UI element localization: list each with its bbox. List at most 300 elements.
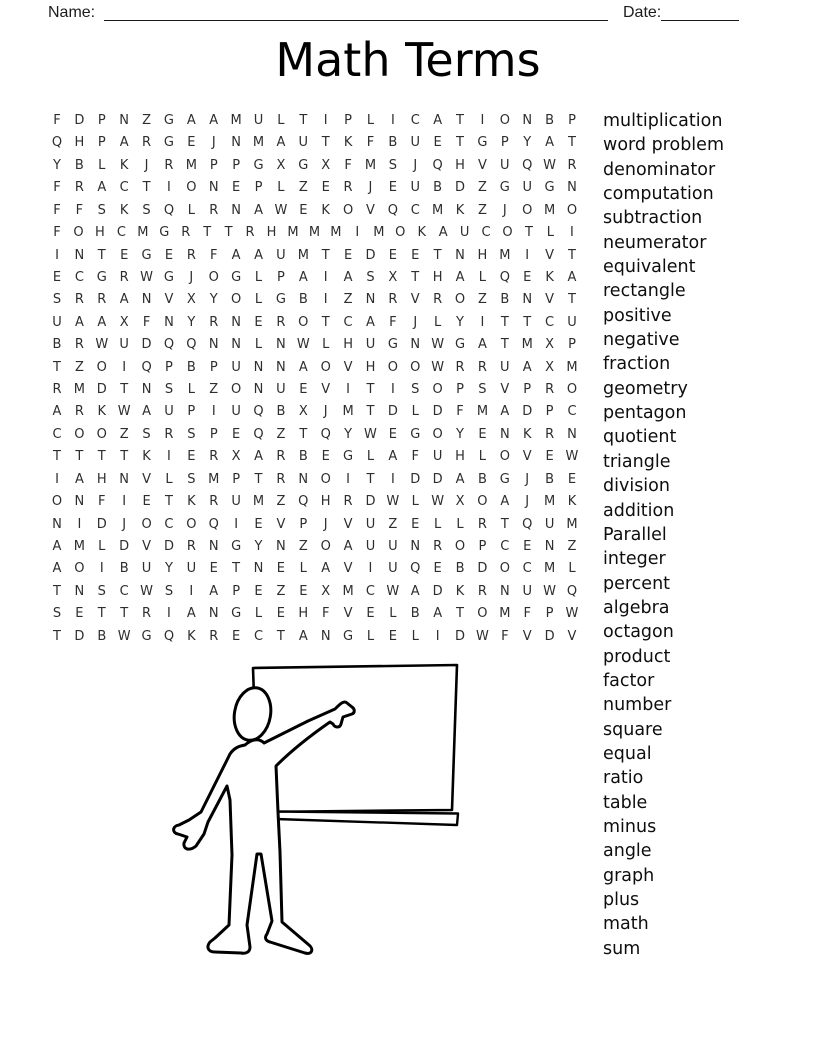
grid-letter: V	[343, 606, 353, 622]
grid-letter: T	[568, 135, 576, 151]
grid-letter: R	[181, 225, 191, 241]
grid-letter: R	[477, 516, 487, 532]
grid-letter: Q	[432, 157, 443, 173]
grid-letter: B	[298, 292, 308, 308]
grid-letter: R	[209, 449, 219, 465]
grid-letter: T	[500, 516, 509, 532]
grid-letter: F	[142, 314, 151, 330]
grid-letter: A	[343, 539, 353, 555]
grid-letter: C	[116, 225, 126, 241]
grid-letter: B	[97, 628, 107, 644]
grid-letter: N	[52, 516, 62, 532]
grid-letter: P	[97, 113, 106, 128]
grid-letter: I	[167, 449, 171, 465]
grid-letter: P	[545, 404, 554, 420]
grid-letter: O	[96, 426, 107, 442]
grid-letter: Z	[343, 292, 353, 308]
grid-letter: E	[411, 516, 420, 532]
grid-letter: E	[276, 561, 286, 577]
grid-letter: O	[499, 449, 510, 465]
grid-letter: G	[141, 628, 152, 644]
word-search-grid	[50, 110, 579, 648]
grid-letter: W	[543, 157, 557, 173]
grid-letter: W	[565, 449, 579, 465]
grid-letter: T	[500, 314, 509, 330]
grid-letter: M	[364, 157, 377, 173]
grid-letter: O	[566, 202, 578, 218]
grid-letter: E	[366, 606, 375, 622]
grid-letter: A	[321, 561, 331, 577]
grid-letter: T	[321, 314, 330, 330]
grid-letter: E	[276, 606, 286, 622]
word-list-item: negative	[603, 330, 680, 351]
word-list-item: graph	[603, 865, 655, 886]
grid-letter: A	[186, 113, 196, 128]
grid-letter: Q	[499, 269, 510, 285]
grid-letter: D	[74, 113, 85, 128]
grid-letter: C	[522, 561, 532, 577]
grid-letter: A	[343, 269, 353, 285]
grid-letter: D	[141, 337, 152, 353]
grid-letter: D	[432, 404, 443, 420]
grid-letter: A	[500, 494, 510, 510]
word-list-item: factor	[603, 670, 655, 691]
grid-letter: X	[321, 583, 331, 599]
grid-letter: O	[74, 426, 85, 442]
grid-letter: X	[545, 337, 555, 353]
grid-letter: A	[477, 337, 487, 353]
teacher-blackboard-svg	[160, 650, 470, 960]
grid-letter: A	[366, 314, 375, 330]
grid-letter: F	[53, 180, 61, 196]
grid-letter: B	[455, 561, 465, 577]
word-list-item: math	[603, 914, 649, 935]
grid-letter: U	[276, 382, 286, 398]
grid-letter: I	[480, 314, 485, 330]
grid-letter: T	[321, 135, 330, 151]
grid-letter: N	[522, 113, 533, 128]
grid-letter: X	[321, 157, 331, 173]
grid-letter: G	[231, 606, 242, 622]
grid-letter: I	[189, 583, 194, 599]
grid-letter: D	[365, 247, 376, 263]
grid-letter: R	[74, 404, 84, 420]
grid-letter: M	[230, 113, 242, 128]
grid-letter: H	[95, 225, 105, 241]
grid-letter: T	[523, 314, 532, 330]
word-list-item: multiplication	[603, 111, 723, 131]
grid-letter: O	[320, 539, 331, 555]
grid-letter: F	[98, 494, 106, 510]
grid-letter: T	[276, 628, 285, 644]
grid-letter: G	[231, 269, 242, 285]
grid-letter: B	[388, 135, 398, 151]
grid-row	[50, 200, 579, 222]
grid-letter: A	[52, 404, 62, 420]
grid-letter: Z	[276, 494, 286, 510]
grid-letter: A	[567, 269, 577, 285]
grid-letter: R	[209, 494, 219, 510]
grid-letter: I	[480, 113, 485, 128]
grid-letter: T	[53, 583, 61, 599]
grid-letter: M	[521, 337, 533, 353]
grid-letter: P	[254, 180, 263, 196]
grid-letter: O	[499, 113, 510, 128]
grid-letter: A	[455, 471, 465, 487]
grid-letter: L	[411, 628, 419, 644]
grid-letter: Y	[53, 157, 61, 173]
grid-letter: M	[73, 382, 85, 398]
grid-letter: O	[96, 359, 107, 375]
date-blank-line	[661, 4, 739, 21]
word-list-item: computation	[603, 184, 714, 205]
grid-letter: Q	[253, 404, 264, 420]
grid-letter: U	[365, 337, 376, 353]
grid-letter: V	[545, 292, 555, 308]
grid-letter: I	[167, 180, 171, 196]
grid-letter: L	[165, 471, 173, 487]
grid-letter: A	[410, 583, 420, 599]
grid-letter: J	[413, 157, 418, 173]
grid-letter: G	[477, 135, 488, 151]
grid-letter: W	[140, 583, 153, 599]
grid-letter: H	[74, 135, 85, 151]
grid-letter: O	[298, 314, 309, 330]
grid-letter: Q	[522, 157, 533, 173]
grid-letter: R	[433, 292, 443, 308]
grid-letter: P	[232, 471, 241, 487]
grid-letter: C	[119, 583, 129, 599]
grid-letter: N	[231, 314, 241, 330]
grid-letter: U	[388, 561, 398, 577]
grid-letter: B	[433, 180, 443, 196]
grid-letter: J	[368, 180, 373, 196]
grid-letter: N	[410, 337, 421, 353]
grid-letter: V	[343, 516, 353, 532]
grid-letter: K	[187, 494, 196, 510]
grid-letter: R	[164, 426, 174, 442]
grid-letter: L	[366, 449, 375, 465]
grid-letter: Y	[523, 135, 532, 151]
grid-letter: Q	[208, 516, 219, 532]
grid-letter: S	[164, 382, 174, 398]
grid-letter: A	[455, 269, 465, 285]
grid-letter: T	[411, 269, 420, 285]
grid-letter: C	[52, 426, 62, 442]
grid-letter: S	[52, 292, 62, 308]
grid-letter: F	[389, 314, 397, 330]
grid-letter: E	[75, 606, 84, 622]
grid-letter: F	[344, 157, 352, 173]
word-list	[603, 109, 724, 961]
grid-letter: V	[567, 628, 577, 644]
grid-letter: L	[322, 337, 330, 353]
grid-letter: P	[568, 337, 576, 353]
grid-letter: L	[254, 606, 263, 622]
name-label: Name:	[48, 4, 96, 21]
grid-letter: E	[523, 269, 532, 285]
grid-letter: G	[387, 337, 398, 353]
grid-letter: O	[51, 494, 63, 510]
name-blank-line	[104, 4, 608, 21]
grid-letter: H	[343, 337, 353, 353]
grid-letter: G	[253, 157, 264, 173]
grid-letter: T	[120, 606, 129, 622]
grid-letter: L	[366, 628, 375, 644]
word-list-item: equivalent	[603, 257, 696, 278]
grid-letter: D	[455, 180, 466, 196]
grid-letter: N	[544, 539, 555, 555]
grid-letter: S	[97, 202, 106, 218]
grid-letter: T	[232, 561, 241, 577]
grid-letter: N	[253, 382, 264, 398]
grid-letter: S	[142, 426, 151, 442]
grid-letter: B	[545, 113, 555, 128]
grid-letter: P	[545, 606, 554, 622]
grid-letter: L	[98, 157, 106, 173]
grid-letter: U	[567, 314, 577, 330]
grid-letter: A	[74, 314, 84, 330]
grid-letter: T	[500, 337, 509, 353]
grid-letter: B	[477, 471, 487, 487]
grid-letter: C	[343, 314, 353, 330]
grid-letter: H	[298, 606, 309, 622]
grid-letter: F	[523, 606, 531, 622]
grid-letter: N	[74, 247, 85, 263]
grid-letter: E	[545, 449, 554, 465]
grid-letter: Z	[567, 539, 577, 555]
grid-letter: T	[53, 449, 61, 465]
grid-letter: I	[323, 269, 328, 285]
grid-letter: R	[433, 539, 443, 555]
grid-letter: K	[343, 135, 353, 151]
grid-letter: D	[119, 539, 130, 555]
grid-row	[50, 401, 579, 423]
grid-letter: G	[410, 426, 421, 442]
grid-letter: T	[97, 449, 106, 465]
grid-letter: J	[525, 471, 530, 487]
grid-letter: M	[476, 404, 489, 420]
grid-letter: A	[209, 113, 219, 128]
grid-letter: E	[388, 180, 397, 196]
grid-letter: U	[276, 247, 286, 263]
grid-letter: K	[455, 202, 465, 218]
grid-letter: F	[321, 606, 330, 622]
grid-letter: E	[142, 494, 151, 510]
grid-letter: U	[253, 113, 264, 128]
grid-letter: L	[366, 113, 375, 128]
grid-letter: W	[543, 583, 557, 599]
grid-row	[50, 558, 579, 580]
grid-letter: J	[525, 494, 530, 510]
grid-letter: X	[455, 494, 465, 510]
grid-letter: R	[74, 337, 84, 353]
grid-letter: T	[299, 113, 308, 128]
grid-letter: S	[187, 471, 196, 487]
grid-letter: D	[410, 471, 421, 487]
grid-letter: L	[187, 382, 195, 398]
word-list-item: denominator	[603, 159, 716, 180]
grid-letter: T	[456, 113, 464, 128]
grid-letter: U	[500, 359, 510, 375]
grid-letter: C	[481, 225, 491, 241]
grid-letter: N	[74, 583, 85, 599]
grid-letter: D	[544, 628, 555, 644]
grid-letter: V	[545, 247, 555, 263]
grid-letter: J	[211, 135, 216, 151]
grid-letter: Q	[566, 583, 578, 599]
word-list-item: subtraction	[603, 208, 703, 229]
grid-letter: R	[567, 157, 577, 173]
grid-letter: X	[545, 359, 555, 375]
grid-letter: P	[165, 359, 173, 375]
grid-letter: E	[433, 135, 442, 151]
grid-letter: I	[99, 561, 104, 577]
grid-letter: K	[567, 494, 577, 510]
grid-row	[50, 491, 579, 513]
grid-letter: F	[501, 628, 509, 644]
grid-row	[50, 603, 579, 625]
grid-letter: L	[254, 269, 263, 285]
grid-letter: U	[410, 135, 420, 151]
grid-letter: Q	[51, 135, 63, 151]
word-list-item: equal	[603, 743, 652, 764]
grid-letter: N	[320, 628, 331, 644]
grid-letter: N	[119, 113, 130, 128]
grid-letter: E	[411, 247, 420, 263]
grid-letter: N	[231, 135, 241, 151]
grid-row	[50, 155, 579, 177]
grid-letter: S	[388, 157, 397, 173]
grid-letter: M	[185, 157, 197, 173]
grid-letter: A	[545, 135, 555, 151]
grid-letter: L	[411, 494, 419, 510]
grid-letter: P	[568, 113, 576, 128]
grid-letter: O	[395, 225, 406, 241]
grid-letter: N	[365, 292, 376, 308]
grid-letter: D	[163, 539, 174, 555]
grid-row	[50, 357, 579, 379]
grid-letter: Q	[163, 628, 175, 644]
grid-letter: N	[208, 539, 219, 555]
grid-letter: O	[522, 202, 533, 218]
grid-letter: A	[388, 449, 398, 465]
grid-letter: D	[432, 583, 443, 599]
grid-letter: T	[53, 359, 61, 375]
grid-letter: V	[477, 157, 487, 173]
grid-letter: V	[142, 539, 152, 555]
word-list-item: octagon	[603, 622, 674, 643]
grid-letter: D	[477, 561, 488, 577]
grid-letter: E	[254, 583, 263, 599]
grid-letter: P	[97, 135, 106, 151]
grid-letter: I	[390, 113, 395, 128]
grid-letter: C	[500, 539, 510, 555]
word-list-item: square	[603, 719, 663, 740]
grid-letter: E	[299, 583, 308, 599]
grid-letter: E	[321, 449, 330, 465]
grid-letter: R	[477, 583, 487, 599]
grid-letter: T	[142, 180, 151, 196]
grid-letter: L	[478, 449, 487, 465]
grid-letter: E	[388, 247, 397, 263]
grid-letter: O	[410, 359, 421, 375]
teacher-blackboard-illustration	[160, 650, 470, 960]
grid-letter: H	[455, 449, 465, 465]
grid-letter: U	[141, 561, 152, 577]
grid-letter: P	[456, 382, 464, 398]
grid-letter: R	[545, 426, 555, 442]
grid-letter: K	[417, 225, 426, 241]
page-title: Math Terms	[275, 33, 541, 87]
grid-letter: A	[97, 314, 107, 330]
grid-letter: E	[187, 449, 196, 465]
grid-letter: F	[456, 404, 464, 420]
grid-letter: R	[142, 135, 152, 151]
grid-letter: O	[141, 516, 152, 532]
grid-letter: E	[209, 561, 218, 577]
grid-letter: N	[276, 337, 286, 353]
grid-letter: P	[209, 426, 218, 442]
word-list-item: angle	[603, 841, 652, 862]
word-list-item: integer	[603, 549, 666, 570]
grid-letter: T	[97, 247, 106, 263]
grid-letter: F	[366, 135, 375, 151]
grid-letter: K	[455, 583, 465, 599]
grid-letter: N	[567, 426, 577, 442]
grid-letter: C	[365, 583, 375, 599]
grid-letter: G	[343, 449, 354, 465]
grid-letter: N	[298, 471, 309, 487]
grid-letter: V	[343, 359, 353, 375]
word-list-item: Parallel	[603, 524, 667, 545]
grid-letter: J	[189, 269, 194, 285]
grid-letter: M	[432, 202, 444, 218]
grid-letter: C	[410, 113, 420, 128]
word-list-item: fraction	[603, 354, 671, 375]
date-label: Date:	[623, 4, 662, 21]
grid-letter: R	[164, 157, 174, 173]
grid-letter: T	[120, 382, 129, 398]
grid-letter: A	[298, 359, 308, 375]
word-list-item: number	[603, 695, 672, 716]
grid-letter: P	[344, 113, 352, 128]
grid-letter: R	[142, 606, 152, 622]
grid-letter: U	[432, 449, 443, 465]
grid-letter: T	[97, 606, 106, 622]
grid-letter: E	[232, 180, 241, 196]
grid-letter: D	[96, 382, 107, 398]
grid-letter: G	[454, 337, 466, 353]
grid-row	[50, 424, 579, 446]
grid-letter: G	[544, 180, 555, 196]
grid-letter: Y	[456, 426, 464, 442]
grid-letter: Y	[187, 314, 196, 330]
grid-letter: R	[455, 359, 465, 375]
grid-letter: M	[566, 516, 578, 532]
grid-letter: U	[231, 404, 241, 420]
grid-letter: X	[119, 314, 129, 330]
grid-letter: O	[477, 494, 488, 510]
grid-letter: R	[343, 180, 353, 196]
grid-letter: O	[387, 359, 398, 375]
grid-letter: C	[164, 516, 174, 532]
grid-letter: R	[52, 382, 62, 398]
grid-letter: U	[186, 561, 197, 577]
grid-letter: T	[53, 628, 61, 644]
grid-letter: A	[186, 606, 196, 622]
grid-letter: U	[365, 516, 376, 532]
